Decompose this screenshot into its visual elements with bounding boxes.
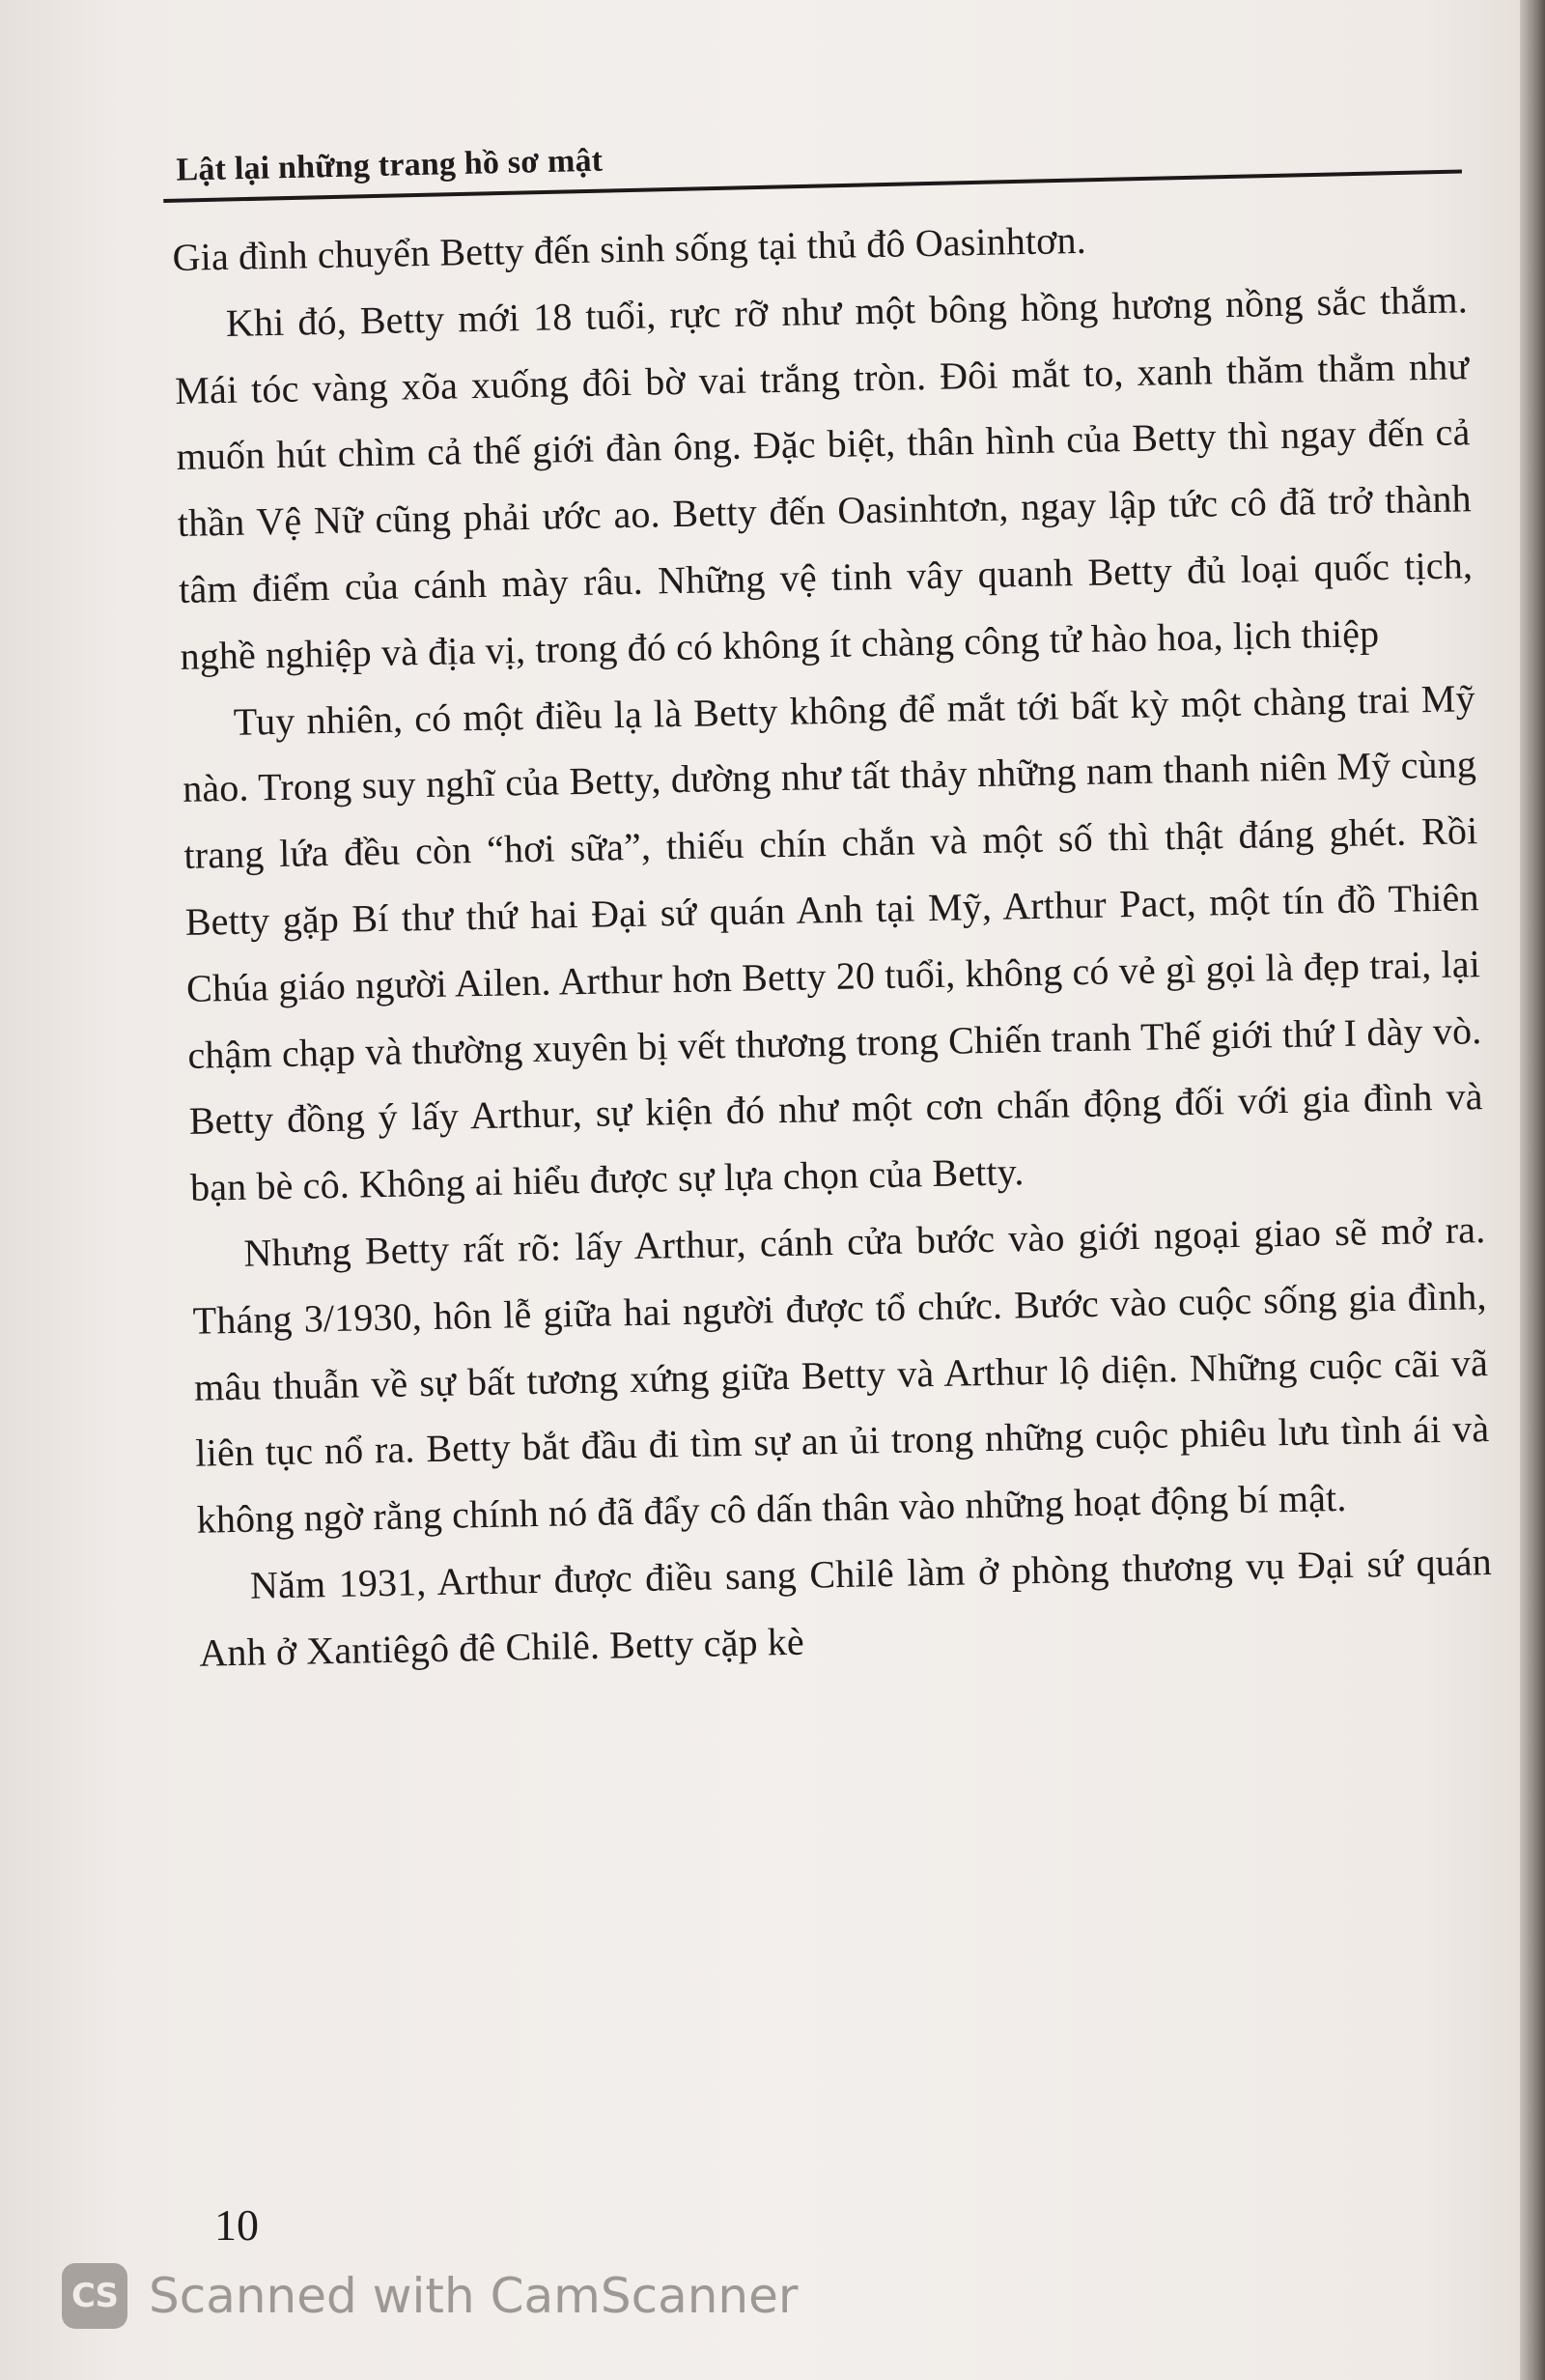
- camscanner-logo-icon: CS: [62, 2263, 127, 2329]
- paragraph: Khi đó, Betty mới 18 tuổi, rực rỡ như một bông hồng hương nồng sắc thắm. Mái tóc vàng xõa xuống đôi bờ vai trắng tròn. Đôi mắt to, xanh thăm thẳm như muốn hút chìm cả thế giới đàn ông. Đặc biệt, thân hình của Betty thì ngay đến cả thần Vệ Nữ cũng phải ước ao. Betty đến Oasinhtơn, ngay lập tức cô đã trở thành tâm điểm của cánh mày râu. Những vệ tinh vây quanh Betty đủ loại quốc tịch, nghề nghiệp và địa vị, trong đó có không ít chàng công tử hào hoa, lịch thiệp: [174, 277, 1474, 678]
- camscanner-watermark: [62, 2262, 798, 2330]
- book-spine-edge: [1520, 0, 1545, 2380]
- paragraph: Tuy nhiên, có một điều lạ là Betty không để mắt tới bất kỳ một chàng trai Mỹ nào. Trong suy nghĩ của Betty, dường như tất thảy những nam thanh niên Mỹ cùng trang lứa đều còn “hơi sữa”, thiếu chín chắn và một số thì thật đáng ghét. Rồi Betty gặp Bí thư thứ hai Đại sứ quán Anh tại Mỹ, Arthur Pact, một tín đồ Thiên Chúa giáo người Ailen. Arthur hơn Betty 20 tuổi, không có vẻ gì gọi là đẹp trai, lại chậm chạp và thường xuyên bị vết thương trong Chiến tranh Thế giới thứ I dày vò. Betty đồng ý lấy Arthur, sự kiện đó như một cơn chấn động đối với gia đình và bạn bè cô. Không ai hiểu được sự lựa chọn của Betty.: [182, 675, 1483, 1209]
- running-header: [162, 117, 1462, 204]
- camscanner-label: Scanned with CamScanner: [149, 2268, 799, 2324]
- body-text: [172, 200, 1494, 1686]
- paragraph: Gia đình chuyển Betty đến sinh sống tại thủ đô Oasinhtơn.: [172, 217, 1087, 279]
- paragraph: Nhưng Betty rất rõ: lấy Arthur, cánh cửa bước vào giới ngoại giao sẽ mở ra. Tháng 3/1930, hôn lễ giữa hai người được tổ chức. Bước vào cuộc sống gia đình, mâu thuẫn về sự bất tương xứng giữa Betty và Arthur lộ diện. Những cuộc cãi vã liên tục nổ ra. Betty bắt đầu đi tìm sự an ủi trong những cuộc phiêu lưu tình ái và không ngờ rằng chính nó đã đẩy cô dấn thân vào những hoạt động bí mật.: [192, 1207, 1490, 1542]
- page-number: 10: [214, 2200, 259, 2250]
- paragraph: Năm 1931, Arthur được điều sang Chilê làm ở phòng thương vụ Đại sứ quán Anh ở Xantiêgô đê Chilê. Betty cặp kè: [198, 1539, 1493, 1675]
- running-header-title: Lật lại những trang hồ sơ mật: [176, 142, 604, 188]
